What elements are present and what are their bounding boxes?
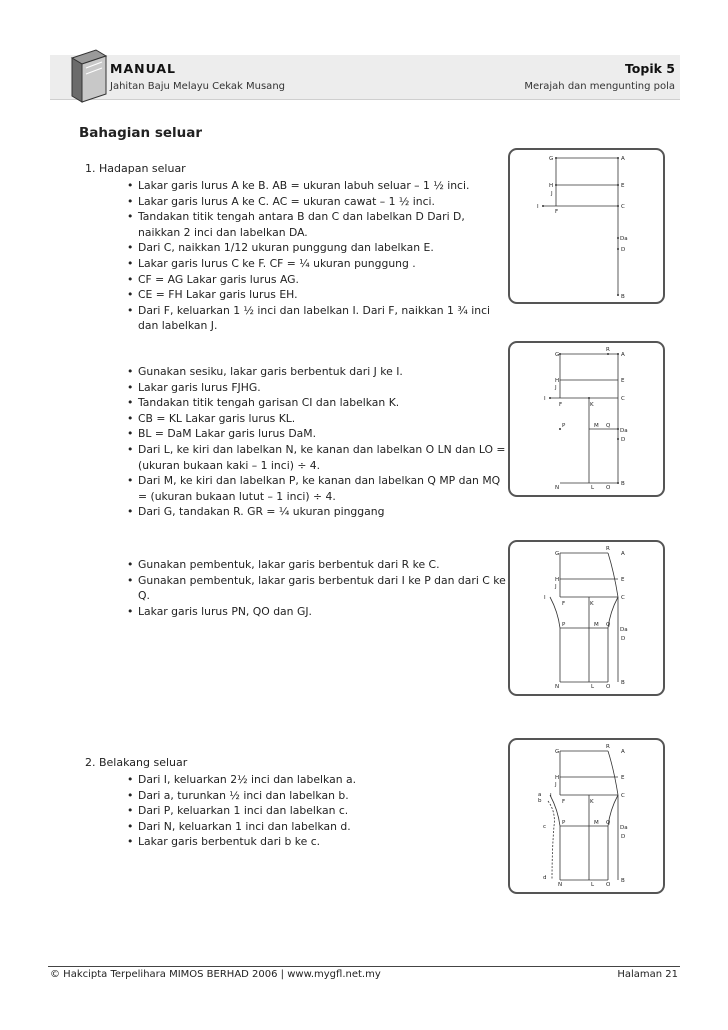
list-item: • Dari G, tandakan R. GR = ¼ ukuran pinggang <box>127 504 507 520</box>
pattern-diagram-1 <box>508 148 665 304</box>
label-G: G <box>555 749 560 755</box>
label-c: c <box>543 824 547 830</box>
list-item: • Lakar garis berbentuk dari b ke c. <box>127 834 507 850</box>
label-P: P <box>562 622 566 628</box>
list-item: • Gunakan pembentuk, lakar garis berbentuk dari I ke P dan dari C ke Q. <box>127 573 507 604</box>
label-I: I <box>544 595 546 601</box>
label-E: E <box>621 378 625 384</box>
list-item: • Dari P, keluarkan 1 inci dan labelkan c. <box>127 803 507 819</box>
instruction-list-2 <box>127 364 507 520</box>
label-P: P <box>562 820 566 826</box>
manual-label: MANUAL <box>110 61 176 76</box>
label-G: G <box>549 156 554 162</box>
label-Da: Da <box>620 236 628 242</box>
topic-title: Topik 5 <box>624 61 675 76</box>
label-O: O <box>606 882 611 888</box>
pattern-diagram-4 <box>508 738 665 894</box>
label-A: A <box>621 352 625 358</box>
label-J: J <box>555 584 557 590</box>
label-B: B <box>621 878 625 884</box>
label-F: F <box>555 209 559 215</box>
label-K: K <box>590 601 594 607</box>
section-title: Bahagian seluar <box>79 125 203 141</box>
instruction-list-4 <box>127 772 507 850</box>
label-I: I <box>550 793 552 799</box>
label-Da: Da <box>620 825 628 831</box>
label-N: N <box>555 485 560 491</box>
label-L: L <box>591 684 595 690</box>
label-H: H <box>555 577 560 583</box>
book-icon <box>66 46 112 106</box>
list-item: • CF = AG Lakar garis lurus AG. <box>127 272 507 288</box>
label-F: F <box>562 601 566 607</box>
label-P: P <box>562 423 566 429</box>
list-item: • Dari a, turunkan ½ inci dan labelkan b. <box>127 788 507 804</box>
label-Q: Q <box>606 622 611 628</box>
label-L: L <box>591 485 595 491</box>
list-item: • Gunakan sesiku, lakar garis berbentuk dari J ke I. <box>127 364 507 380</box>
pattern-diagram-3 <box>508 540 665 696</box>
step-front-title: 1. Hadapan seluar <box>85 162 186 175</box>
label-A: A <box>621 156 625 162</box>
footer-divider <box>48 966 680 967</box>
label-D: D <box>621 437 626 443</box>
label-C: C <box>621 595 625 601</box>
list-item: • Dari L, ke kiri dan labelkan N, ke kanan dan labelkan O LN dan LO = (ukuran bukaan kaki – 1 inci) ÷ 4. <box>127 442 507 473</box>
list-item: • Lakar garis lurus C ke F. CF = ¼ ukuran punggung . <box>127 256 507 272</box>
manual-subtitle: Jahitan Baju Melayu Cekak Musang <box>110 81 285 92</box>
list-item: • BL = DaM Lakar garis lurus DaM. <box>127 426 507 442</box>
label-J: J <box>555 782 557 788</box>
list-item: • Tandakan titik tengah garisan CI dan labelkan K. <box>127 395 507 411</box>
list-item: • Lakar garis lurus A ke B. AB = ukuran labuh seluar – 1 ½ inci. <box>127 178 507 194</box>
label-H: H <box>555 378 560 384</box>
label-K: K <box>590 799 594 805</box>
label-H: H <box>555 775 560 781</box>
label-E: E <box>621 183 625 189</box>
label-D: D <box>621 247 626 253</box>
label-M: M <box>594 622 599 628</box>
step-back-title: 2. Belakang seluar <box>85 756 188 769</box>
label-Da: Da <box>620 428 628 434</box>
list-item: • Dari F, keluarkan 1 ½ inci dan labelkan I. Dari F, naikkan 1 ¾ inci dan labelkan J. <box>127 303 507 334</box>
label-F: F <box>559 402 563 408</box>
topic-subtitle: Merajah dan mengunting pola <box>524 81 675 92</box>
label-B: B <box>621 294 625 300</box>
label-Q: Q <box>606 820 611 826</box>
label-d: d <box>543 875 547 881</box>
label-I: I <box>544 396 546 402</box>
label-A: A <box>621 749 625 755</box>
label-M: M <box>594 423 599 429</box>
list-item: • Dari N, keluarkan 1 inci dan labelkan d. <box>127 819 507 835</box>
pattern-diagram-2 <box>508 341 665 497</box>
instruction-list-3 <box>127 557 507 619</box>
label-E: E <box>621 775 625 781</box>
label-J: J <box>551 191 553 197</box>
label-R: R <box>606 546 610 552</box>
instruction-list-1 <box>127 178 507 334</box>
label-F: F <box>562 799 566 805</box>
list-item: • Dari C, naikkan 1/12 ukuran punggung dan labelkan E. <box>127 240 507 256</box>
label-C: C <box>621 793 625 799</box>
page-number: Halaman 21 <box>617 969 678 980</box>
label-C: C <box>621 204 625 210</box>
list-item: • Dari I, keluarkan 2½ inci dan labelkan a. <box>127 772 507 788</box>
list-item: • CB = KL Lakar garis lurus KL. <box>127 411 507 427</box>
label-L: L <box>591 882 595 888</box>
label-Da: Da <box>620 627 628 633</box>
list-item: • CE = FH Lakar garis lurus EH. <box>127 287 507 303</box>
label-G: G <box>555 352 560 358</box>
label-D: D <box>621 834 626 840</box>
footer-copyright: © Hakcipta Terpelihara MIMOS BERHAD 2006 | www.mygfl.net.my <box>50 969 381 980</box>
label-I: I <box>537 204 539 210</box>
label-H: H <box>549 183 554 189</box>
label-B: B <box>621 680 625 686</box>
list-item: • Gunakan pembentuk, lakar garis berbentuk dari R ke C. <box>127 557 507 573</box>
label-J: J <box>555 385 557 391</box>
label-M: M <box>594 820 599 826</box>
label-O: O <box>606 485 611 491</box>
label-E: E <box>621 577 625 583</box>
label-D: D <box>621 636 626 642</box>
list-item: • Tandakan titik tengah antara B dan C dan labelkan D Dari D, naikkan 2 inci dan labelkan DA. <box>127 209 507 240</box>
label-b: b <box>538 798 542 804</box>
label-a: a <box>538 792 542 798</box>
label-Q: Q <box>606 423 611 429</box>
list-item: • Lakar garis lurus FJHG. <box>127 380 507 396</box>
label-G: G <box>555 551 560 557</box>
label-N: N <box>558 882 563 888</box>
label-K: K <box>590 402 594 408</box>
label-N: N <box>555 684 560 690</box>
label-O: O <box>606 684 611 690</box>
label-R: R <box>606 347 610 353</box>
list-item: • Dari M, ke kiri dan labelkan P, ke kanan dan labelkan Q MP dan MQ = (ukuran bukaan lutut – 1 inci) ÷ 4. <box>127 473 507 504</box>
label-C: C <box>621 396 625 402</box>
label-B: B <box>621 481 625 487</box>
list-item: • Lakar garis lurus A ke C. AC = ukuran cawat – 1 ½ inci. <box>127 194 507 210</box>
list-item: • Lakar garis lurus PN, QO dan GJ. <box>127 604 507 620</box>
label-A: A <box>621 551 625 557</box>
label-R: R <box>606 744 610 750</box>
